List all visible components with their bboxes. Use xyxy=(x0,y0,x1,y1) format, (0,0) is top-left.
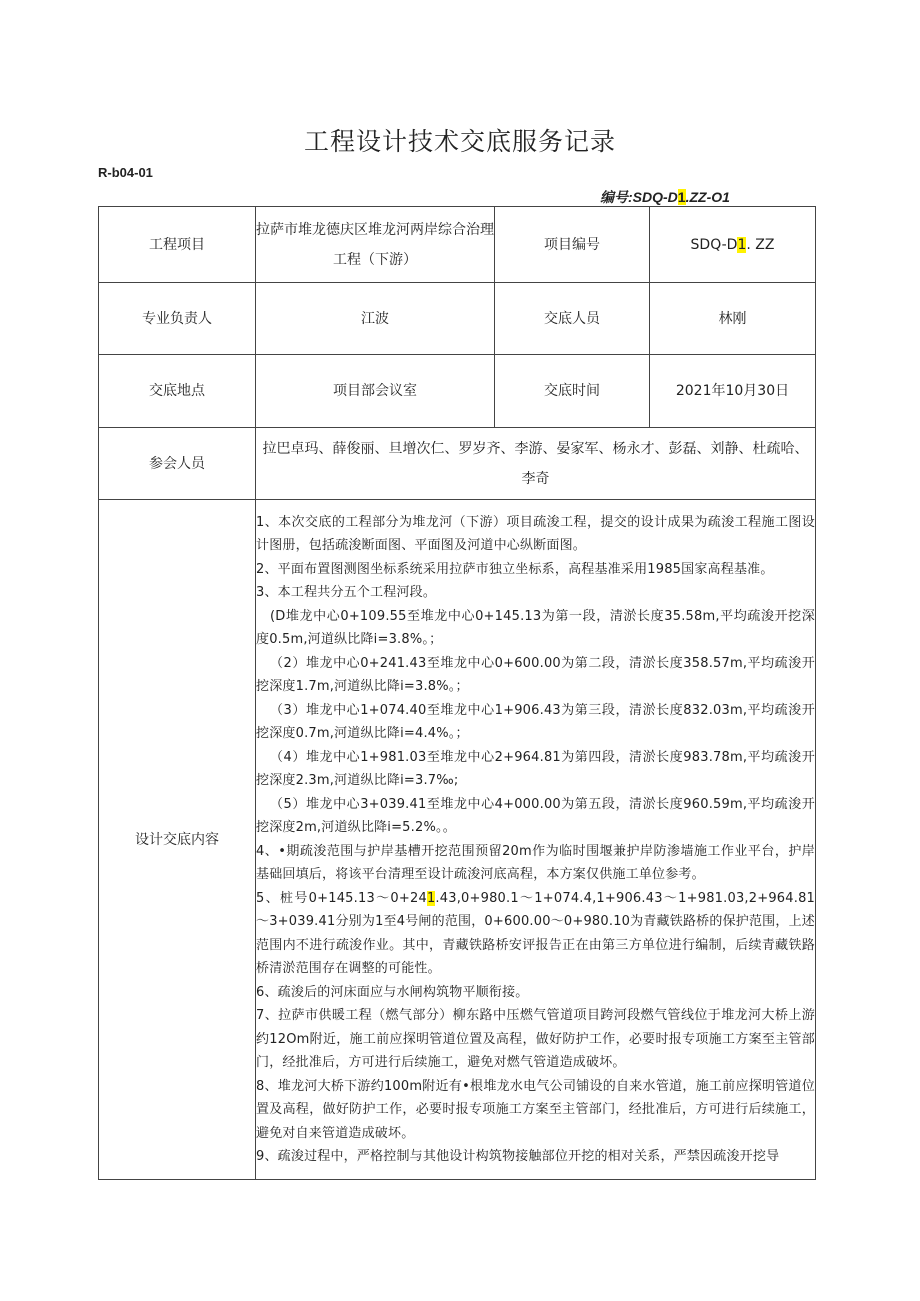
project-label: 工程项目 xyxy=(99,207,256,283)
content-item-5-highlight: 1 xyxy=(426,890,436,906)
attendees-value: 拉巴卓玛、薛俊丽、旦增次仁、罗岁齐、李游、晏家军、杨永才、彭磊、刘静、杜疏哈、李奇 xyxy=(256,428,816,500)
lead-value: 江波 xyxy=(256,283,495,355)
location-label: 交底地点 xyxy=(99,355,256,428)
project-no-label: 项目编号 xyxy=(495,207,650,283)
project-no-suffix: . ZZ xyxy=(746,236,775,253)
content-label: 设计交底内容 xyxy=(99,500,256,1180)
presenter-label: 交底人员 xyxy=(495,283,650,355)
content-item-3: 3、本工程共分五个工程河段。 xyxy=(256,585,437,600)
attendees-label: 参会人员 xyxy=(99,428,256,500)
content-item-3-1: (D堆龙中心0+109.55至堆龙中心0+145.13为第一段，清淤长度35.58m,平均疏浚开挖深度0.5m,河道纵比降i=3.8%。； xyxy=(256,608,815,647)
row-content xyxy=(99,500,816,1180)
content-item-7: 7、拉萨市供暖工程（燃气部分）柳东路中压燃气管道项目跨河段燃气管线位于堆龙河大桥上游约12Om附近，施工前应探明管道位置及高程，做好防护工作，必要时报专项施工方案至主管部门，经批准后，方可进行后续施工，避免对燃气管道造成破坏。 xyxy=(256,1008,815,1070)
row-project xyxy=(99,207,816,283)
content-item-3-2: （2）堆龙中心0+241.43至堆龙中心0+600.00为第二段，清淤长度358.57m,平均疏浚开挖深度1.7m,河道纵比降i=3.8%。； xyxy=(256,655,815,694)
doc-number-prefix: 编号:SDQ-D xyxy=(600,189,678,205)
content-item-5-start: 5、桩号0+145.13～0+24 xyxy=(256,890,427,906)
time-label: 交底时间 xyxy=(495,355,650,428)
project-value: 拉萨市堆龙德庆区堆龙河两岸综合治理工程（下游） xyxy=(256,207,495,283)
document-number xyxy=(600,187,730,207)
doc-number-highlight: 1 xyxy=(677,189,686,205)
content-item-6: 6、疏浚后的河床面应与水闸构筑物平顺衔接。 xyxy=(256,984,529,1000)
location-value: 项目部会议室 xyxy=(256,355,495,428)
content-item-9: 9、疏浚过程中，严格控制与其他设计构筑物接触部位开挖的相对关系，严禁因疏浚开挖导 xyxy=(256,1149,780,1164)
record-table xyxy=(98,206,816,1180)
content-item-8: 8、堆龙河大桥下游约100m附近有•根堆龙水电气公司铺设的自来水管道，施工前应探明管道位置及高程，做好防护工作，必要时报专项施工方案至主管部门，经批准后，方可进行后续施工，避免对自来管道造成破坏。 xyxy=(256,1078,815,1141)
time-value: 2021年10月30日 xyxy=(650,355,816,428)
project-no-prefix: SDQ-D xyxy=(690,236,738,253)
row-attendees xyxy=(99,428,816,500)
form-code: R-b04-01 xyxy=(98,165,153,180)
content-item-3-3: （3）堆龙中心1+074.40至堆龙中心1+906.43为第三段，清淤长度832.03m,平均疏浚开挖深度0.7m,河道纵比降i=4.4%。； xyxy=(256,702,815,741)
content-item-2: 2、平面布置图测图坐标系统采用拉萨市独立坐标系，高程基准采用1985国家高程基准。 xyxy=(256,561,774,577)
project-no-highlight: 1 xyxy=(737,236,747,253)
doc-number-suffix: .ZZ-O1 xyxy=(685,189,730,205)
row-location xyxy=(99,355,816,428)
presenter-value: 林刚 xyxy=(650,283,816,355)
lead-label: 专业负责人 xyxy=(99,283,256,355)
content-item-5-rest: .43,0+980.1～1+074.4,1+906.43～1+981.03,2+964.81～3+039.41分别为1至4号闸的范围，0+600.00～0+980.10为青藏铁路桥的保护范围，上述范围内不进行疏浚作业。其中，青藏铁路桥安评报告正在由第三方单位进行编制，后续青藏铁路桥清淤范围存在调整的可能性。 xyxy=(256,890,816,976)
document-title: 工程设计技术交底服务记录 xyxy=(303,127,616,156)
content-body xyxy=(256,500,816,1180)
project-no-value xyxy=(650,207,816,283)
content-item-4: 4、•期疏浚范围与护岸基槽开挖范围预留20m作为临时围堰兼护岸防渗墙施工作业平台，护岸基础回填后，将该平台清理至设计疏浚河底高程，本方案仅供施工单位参考。 xyxy=(256,843,815,882)
row-lead xyxy=(99,283,816,355)
content-item-3-5: （5）堆龙中心3+039.41至堆龙中心4+000.00为第五段，清淤长度960.59m,平均疏浚开挖深度2m,河道纵比降i=5.2%。。 xyxy=(256,796,815,835)
content-item-5 xyxy=(256,887,815,981)
content-item-1: 1、本次交底的工程部分为堆龙河（下游）项目疏浚工程，提交的设计成果为疏浚工程施工图设计图册，包括疏浚断面图、平面图及河道中心纵断面图。 xyxy=(256,514,815,553)
content-item-3-4: （4）堆龙中心1+981.03至堆龙中心2+964.81为第四段，清淤长度983.78m,平均疏浚开挖深度2.3m,河道纵比降i=3.7‰; xyxy=(256,749,815,788)
